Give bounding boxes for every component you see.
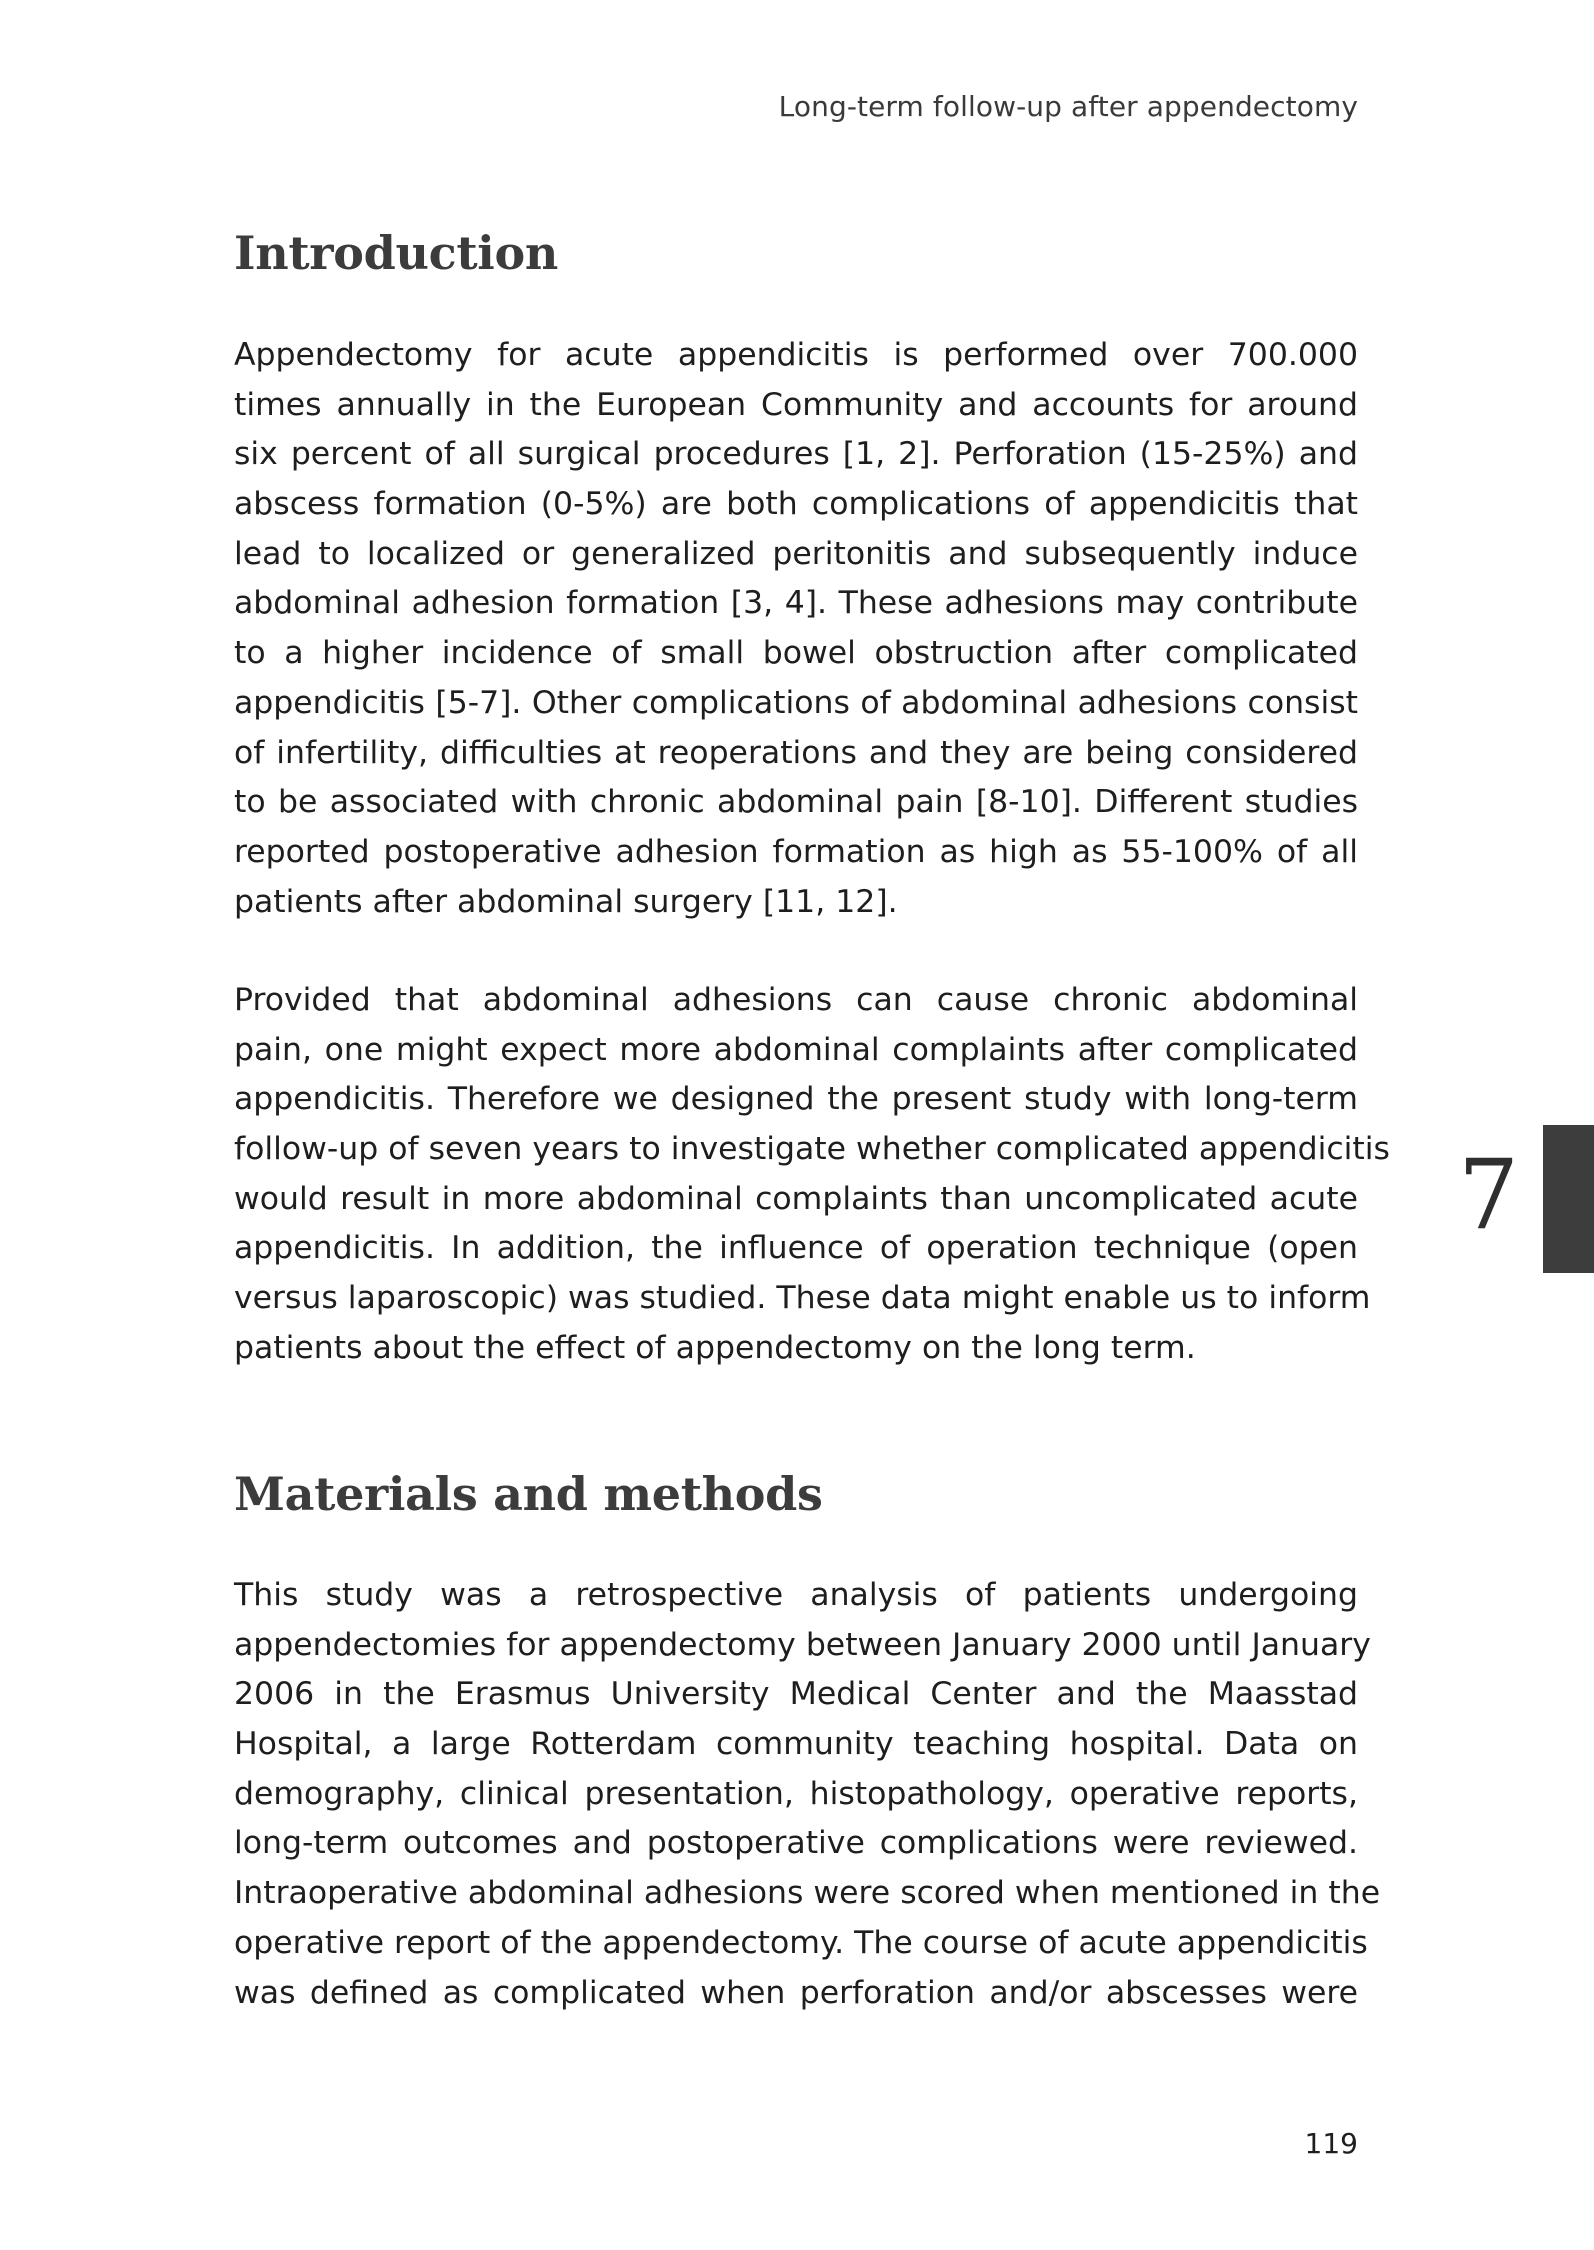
text-line: abscess formation (0-5%) are both complications of appendicitis that [234,486,1358,523]
text-line: Hospital, a large Rotterdam community teaching hospital. Data on [234,1726,1358,1763]
running-header: Long-term follow-up after appendectomy [778,90,1358,123]
text-line: appendectomies for appendectomy between January 2000 until January [234,1626,1371,1663]
text-line: appendicitis [5-7]. Other complications of abdominal adhesions consist [234,684,1358,721]
text-line: abdominal adhesion formation [3, 4]. These adhesions may contribute [234,585,1358,622]
text-line: long-term outcomes and postoperative complications were reviewed. [234,1825,1358,1862]
text-line: Intraoperative abdominal adhesions were scored when mentioned in the [234,1875,1381,1912]
chapter-number: 7 [1458,1139,1520,1251]
text-line: lead to localized or generalized peritonitis and subsequently induce [234,535,1358,572]
methods-paragraph-1 [234,1571,1381,2018]
chapter-thumb-tab [1543,1125,1594,1273]
text-line: to be associated with chronic abdominal pain [8-10]. Different studies [234,784,1358,821]
text-line: operative report of the appendectomy. The course of acute appendicitis [234,1924,1368,1961]
text-line: patients about the effect of appendectomy on the long term. [234,1329,1196,1366]
text-line: versus laparoscopic) was studied. These data might enable us to inform [234,1280,1371,1317]
text-line: patients after abdominal surgery [11, 12]. [234,883,898,920]
text-line: was defined as complicated when perforation and/or abscesses were [234,1974,1358,2011]
introduction-paragraph-2 [234,976,1390,1374]
text-line: reported postoperative adhesion formation as high as 55-100% of all [234,833,1358,870]
text-line: six percent of all surgical procedures [1, 2]. Perforation (15-25%) and [234,436,1358,473]
text-line: This study was a retrospective analysis of patients undergoing [234,1577,1358,1613]
text-line: appendicitis. Therefore we designed the present study with long-term [234,1081,1358,1118]
text-line: follow-up of seven years to investigate whether complicated appendicitis [234,1131,1390,1168]
introduction-paragraph-1 [234,331,1358,927]
text-line: Provided that abdominal adhesions can cause chronic abdominal [234,982,1358,1018]
text-line: would result in more abdominal complaints than uncomplicated acute [234,1180,1358,1217]
section-heading-introduction: Introduction [234,226,558,280]
page-number: 119 [1304,2127,1358,2160]
text-line: 2006 in the Erasmus University Medical Center and the Maasstad [234,1676,1358,1713]
text-line: of infertility, difficulties at reoperations and they are being considered [234,734,1358,771]
text-line: Appendectomy for acute appendicitis is performed over 700.000 [234,337,1358,373]
text-line: appendicitis. In addition, the influence of operation technique (open [234,1230,1358,1267]
text-line: demography, clinical presentation, histopathology, operative reports, [234,1775,1358,1812]
text-line: times annually in the European Community and accounts for around [234,386,1358,423]
text-line: pain, one might expect more abdominal complaints after complicated [234,1031,1358,1068]
section-heading-materials-and-methods: Materials and methods [234,1467,823,1521]
text-line: to a higher incidence of small bowel obstruction after complicated [234,635,1358,672]
